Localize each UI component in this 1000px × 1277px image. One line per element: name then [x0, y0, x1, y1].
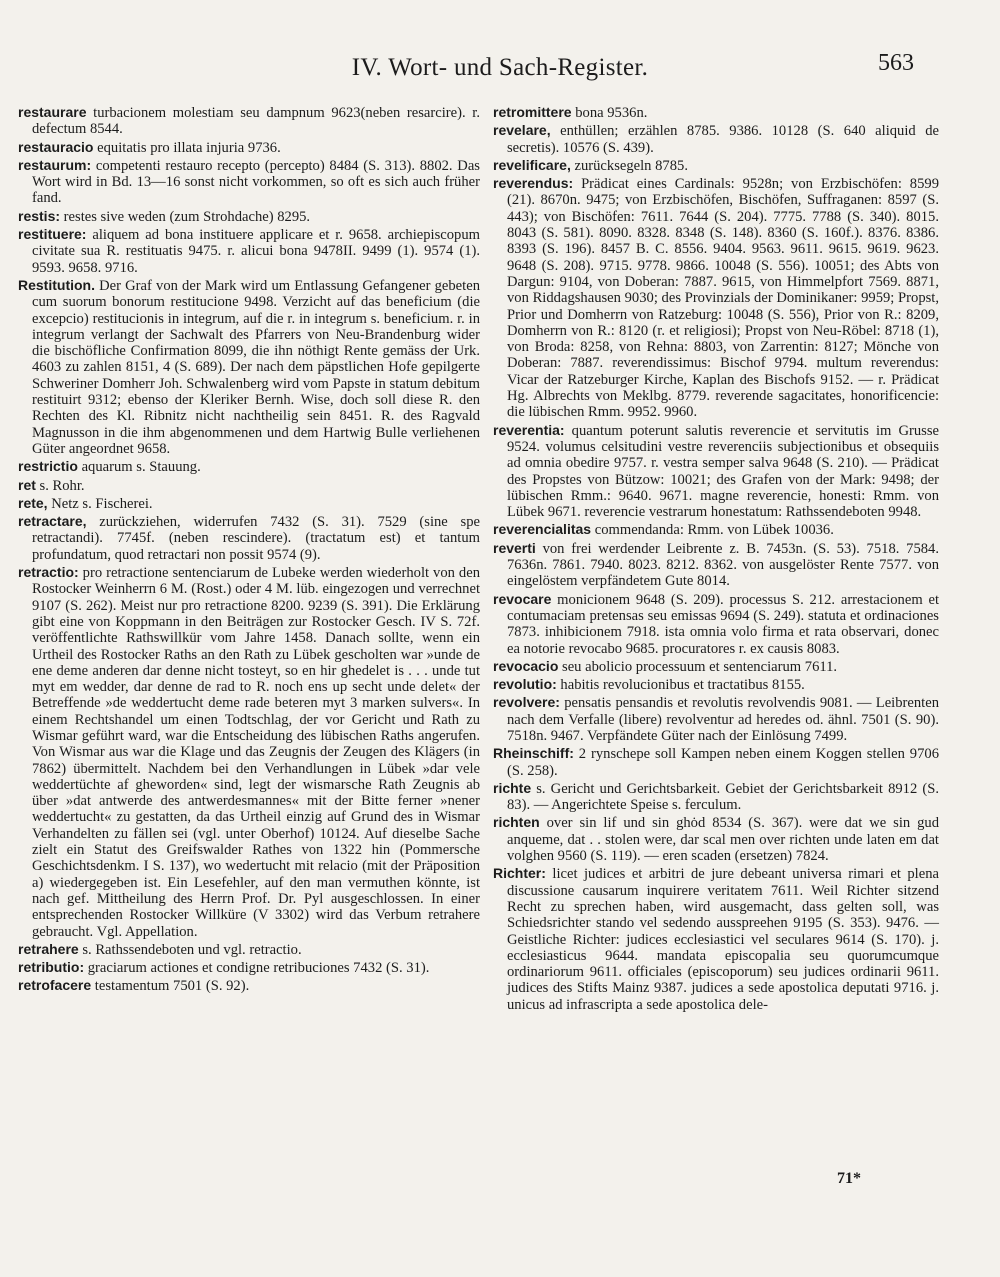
entry-headword: reverentia:	[493, 421, 565, 438]
register-entry	[18, 208, 480, 225]
entry-text: aquarum s. Stauung.	[77, 459, 201, 476]
register-entry	[493, 175, 939, 420]
register-entry	[493, 814, 939, 864]
page-number: 563	[878, 50, 914, 76]
register-entry	[493, 865, 939, 1013]
register-entry	[18, 941, 480, 958]
entry-headword: retractare,	[18, 513, 87, 530]
register-entry	[493, 745, 939, 779]
entry-text: s. Rathssendeboten und vgl. retractio.	[78, 941, 302, 958]
register-entry	[493, 122, 939, 156]
entry-text: quantum poterunt salutis reverencie et servitutis im Grusse 9524. volumus celsitudini vestre reverenciis subjectionibus et obsequiis ad omnia obedire 9757. r. vestra semper salva 9648 (S. 210). — Prädicat des Propstes von Bützow: 10021; des Grafen von der Mark: 9498; der lübischen Rmm.: 9640. 9671. magne reverencie, honesti: Rmm. von Lübek 9671. reverencie vestrarum honestatum: Rathssendeboten 9948.	[507, 422, 939, 521]
register-entry	[493, 694, 939, 744]
entry-text: bona 9536n.	[571, 105, 648, 121]
register-entry	[18, 477, 480, 494]
register-entry	[18, 157, 480, 207]
page-title: IV. Wort- und Sach-Register.	[351, 54, 649, 81]
entry-text: s. Gericht und Gerichtsbarkeit. Gebiet der Gerichtsbarkeit 8912 (S. 83). — Angerichtete Speise s. ferculum.	[507, 780, 939, 814]
entry-headword: revocare	[493, 590, 552, 607]
entry-headword: revolutio:	[493, 676, 557, 693]
entry-headword: richte	[493, 779, 532, 796]
entry-headword: restauracio	[18, 138, 94, 155]
entry-text: monicionem 9648 (S. 209). processus S. 212. arrestacionem et contumaciam pretensas seu emissas 9694 (S. 249). statuta et ordinaciones 7873. inhibicionem 7918. ista omnia volo firma et rata observari, donec ea notorie revocabo 9685. procuratores r. ex causis 8083.	[507, 591, 939, 657]
entry-text: graciarum actiones et condigne retribuciones 7432 (S. 31).	[84, 960, 430, 977]
register-entry	[18, 104, 480, 138]
entry-text: Netz s. Fischerei.	[47, 495, 153, 512]
entry-text: Prädicat eines Cardinals: 9528n; von Erzbischöfen: 8599 (21). 8670n. 9475; von Erzbischöfen, Bischöfen, Suffraganen: 8597 (S. 443); von Bischöfen: 7611. 7644 (S. 204). 7775. 7788 (S. 340). 8015. 8043 (S. 581). 8090. 8328. 8348 (S. 148). 8360 (S. 160f.). 8376. 8386. 8393 (S. 196). 8457 B. C. 8556. 9404. 9563. 9611. 9615. 9619. 9623. 9648 (S. 208). 9715. 9778. 9866. 10048 (S. 556). 10051; des Abts von Dargun: 9104, von Doberan: 7887. 9615, von Himmelpfort 7569. 8871, von Riddagshausen 9030; des Provinzials der Dominikaner: 9959; Propst, Prior und Domherrn von Ratzeburg: 10048 (S. 556), Prior von R.: 8209, Domherrn von R.: 8120 (r. et religiosi); Propst von Neu-Röbel: 8718 (1), von Broda: 8258, von Rehna: 8803, von Zarrentin: 8127; Mönche von Doberan: 7887. reverendissimus: Bischof 9794. multum reverendus: Vicar der Ratzeburger Kirche, Kaplan des Bischofs 9152. — r. Prädicat Hg. Albrechts von Meklbg. 8779. reverende sagacitates, honorificencie: die lübischen Rmm. 9952. 9960.	[507, 176, 939, 421]
entry-headword: Richter:	[493, 865, 546, 882]
register-entry	[18, 277, 480, 457]
entry-text: zurücksegeln 8785.	[570, 157, 688, 174]
entry-text: commendanda: Rmm. von Lübek 10036.	[591, 522, 834, 539]
entry-text: licet judices et arbitri de jure debeant universa rimari et plena discussione causarum inquirere veritatem 7611. Weil Richter sitzend Recht zu sprechen haben, wird ausgemacht, dass gelten soll, was Schiedsrichter stando vel sedendo ausspreehen 9195 (S. 353). 9476. — Geistliche Richter: judices ecclesiastici vel seculares 9614 (S. 170). j. ecclesiasticus 9644. mandata episcopalia seu quorumcumque ordinariorum 9611. officiales (episcoporum) seu judices ordinarii 9611. judices des Stifts Mainz 9387. judices a sede apostolica deputati 9716. j. unicus ad infrascripta a sede apostolica dele-	[507, 866, 939, 1013]
entry-text: pensatis pensandis et revolutis revolvendis 9081. — Leibrenten nach dem Verfalle (libere) revolventur ad heredes od. ähnl. 7501 (S. 90). 7518n. 9467. Verpfändete Güter nach der Einlösung 7499.	[507, 695, 939, 744]
entry-text: Der Graf von der Mark wird um Entlassung Gefangener gebeten cum suorum bonorum restitucione 9498. Verzicht auf das beneficium (die excepcio) restitucionis in integrum, auf die r. in integrum s. beneficium. r. in integrum verlangt der Sachwalt des Pfarrers von Neu-Brandenburg wider die bischöfliche Confirmation 8099, die ihn nöthigt Rente gemäss der Urk. 4603 zu zahlen 8151, 4 (S. 689). Der nach dem päpstlichen Hofe gepilgerte Schweriner Domherr Joh. Schwalenberg wird vom Papste in statum debitum restituirt 9312; ebenso der Kleriker Bernh. Wise, doch soll diese R. den Rechten des Kl. Ribnitz nicht nachtheilig sein 8451. R. des Ragvald Magnusson in die ihm abgenommenen und dem Hartwig Bulle verliehenen Güter angeordnet 9658.	[32, 277, 480, 457]
entry-headword: restrictio	[18, 458, 78, 475]
entry-headword: reverendus:	[493, 175, 574, 192]
entry-headword: retributio:	[18, 959, 85, 976]
entry-headword: revelare,	[493, 122, 551, 139]
register-entry	[493, 676, 939, 693]
entry-text: 2 rynschepe soll Kampen neben einem Koggen stellen 9706 (S. 258).	[507, 746, 939, 779]
left-column	[18, 104, 480, 996]
register-entry	[18, 495, 480, 512]
entry-text: seu abolicio processuum et sentenciarum 7611.	[558, 658, 838, 675]
register-entry	[493, 521, 939, 538]
entry-headword: retromittere	[493, 104, 572, 120]
register-entry	[493, 104, 939, 121]
register-entry	[18, 139, 480, 156]
entry-headword: rete,	[18, 494, 48, 511]
entry-text: turbacionem molestiam seu dampnum 9623(neben resarcire). r. defectum 8544.	[32, 105, 480, 138]
register-entry	[493, 658, 939, 675]
entry-text: pro retractione sentenciarum de Lubeke werden wiederholt von den Rostocker Weinherrn 6 M. (Rost.) oder 4 M. lüb. eingezogen und verrechnet 9107 (S. 262). Meist nur pro retractione 8200. 9239 (S. 391). Die Erklärung gibt eine von Koppmann in den Beiträgen zur Rostocker Gesch. IV S. 72f. veröffentlichte Rathswillkür vom Jahre 1458. Danach sollte, wenn ein Urtheil des Rostocker Raths an den Rath zu Lübek gescholten war »unde de ene deme anderen dar denne nicht tosteyt, so en hir ghedelet is . . . unde tut myt em wedder, dar denne de rad to R. noch ens up secht unde delet« der Betreffende »de weddertucht deme rade beteren myt 3 marken sulvers«. In einem Rechtshandel um einen Todtschlag, der vor Gericht und Rath zu Wismar geführt ward, war die Entscheidung des lübischen Raths angerufen. Von Wismar aus war die Klage und das Zeugnis der Zeugen des Klägers (in 7862) übermittelt. Nachdem bei den Verhandlungen in Lübek »dar vele weddertüchte af gheworden« sind, legt der wismarsche Rath Zeugnis ab über »dat antwerde des antwerdesmannes« mit der Bitte ferner »nener weddertucht« zu gestatten, da das Urtheil einzig auf Grund des in Wismar Verhandelten zu fällen sei (vgl. unter Oberhof) 10124. Auf dieselbe Sache zielt ein Statut des Greifswalder Rathes von 1322 hin (Pommersche Geschichtsdenkm. I S. 137), wo wedertucht mit relacio (mit der Präposition a) wiedergegeben ist. Ein Lesefehler, auf den man vermuthen könnte, ist nach gef. Mittheilung des Herrn Prof. Dr. Pyl ausgeschlossen. In einer entsprechenden Rostocker Willküre (V 3302) wird das Verbum retrahere gebraucht. Vgl. Appellation.	[32, 565, 480, 940]
entry-headword: retractio:	[18, 564, 79, 581]
entry-text: von frei werdender Leibrente z. B. 7453n. (S. 53). 7518. 7584. 7636n. 7861. 7940. 8023. 8212. 8362. von ausgelöster Rente 7577. von eingelöstem verpfändetem Gute 8014.	[507, 540, 939, 590]
entry-headword: richten	[493, 814, 540, 831]
register-entry	[18, 959, 480, 976]
right-column	[493, 104, 939, 1014]
register-entry	[493, 780, 939, 814]
entry-headword: revolvere:	[493, 694, 560, 711]
register-entry	[18, 977, 480, 994]
register-entry	[18, 226, 480, 276]
entry-headword: revelificare,	[493, 156, 571, 173]
entry-headword: restis:	[18, 207, 61, 224]
entry-text: s. Rohr.	[35, 477, 85, 494]
entry-headword: reverti	[493, 539, 536, 556]
entry-text: habitis revolucionibus et tractatibus 8155.	[556, 677, 805, 694]
entry-text: aliquem ad bona instituere applicare et r. 9658. archiepiscopum civitate sua R. restituatis 9475. r. alicui bona 9478II. 9499 (1). 9574 (1). 9593. 9658. 9716.	[32, 227, 480, 276]
entry-headword: ret	[18, 476, 36, 493]
entry-text: testamentum 7501 (S. 92).	[91, 978, 250, 995]
entry-text: over sin lif und sin ghȯd 8534 (S. 367). were dat we sin gud anqueme, dat . . stolen were, dar scal men over richten unde laten em dat volghen 9560 (S. 119). — eren scaden (ersetzen) 7824.	[507, 815, 939, 865]
signature-mark: 71*	[837, 1170, 861, 1187]
entry-headword: Restitution.	[18, 276, 95, 293]
register-entry	[493, 540, 939, 590]
entry-headword: retrahere	[18, 940, 79, 957]
entry-headword: Rheinschiff:	[493, 745, 574, 762]
entry-headword: reverencialitas	[493, 521, 592, 538]
entry-headword: restaurare	[18, 104, 87, 120]
entry-text: zurückziehen, widerrufen 7432 (S. 31). 7529 (sine spe retractandi). 7745f. (neben rescindere). (tractatum est) et tantum profundatum, quod retractari non possit 9574 (9).	[32, 514, 480, 563]
entry-text: restes sive weden (zum Strohdache) 8295.	[60, 208, 311, 225]
register-entry	[18, 564, 480, 940]
entry-text: equitatis pro illata injuria 9736.	[93, 139, 281, 156]
entry-text: enthüllen; erzählen 8785. 9386. 10128 (S. 640 aliquid de secretis). 10576 (S. 439).	[507, 123, 939, 156]
entry-text: competenti restauro recepto (percepto) 8484 (S. 313). 8802. Das Wort wird in Bd. 13—16 sonst nicht vorkommen, so oft es sich auch früher fand.	[32, 157, 480, 207]
register-entry	[18, 458, 480, 475]
entry-headword: restituere:	[18, 226, 87, 243]
register-entry	[493, 591, 939, 657]
entry-headword: revocacio	[493, 657, 559, 674]
entry-headword: restaurum:	[18, 156, 92, 173]
register-entry	[18, 513, 480, 563]
entry-headword: retrofacere	[18, 977, 92, 994]
register-entry	[493, 422, 939, 521]
register-entry	[493, 157, 939, 174]
